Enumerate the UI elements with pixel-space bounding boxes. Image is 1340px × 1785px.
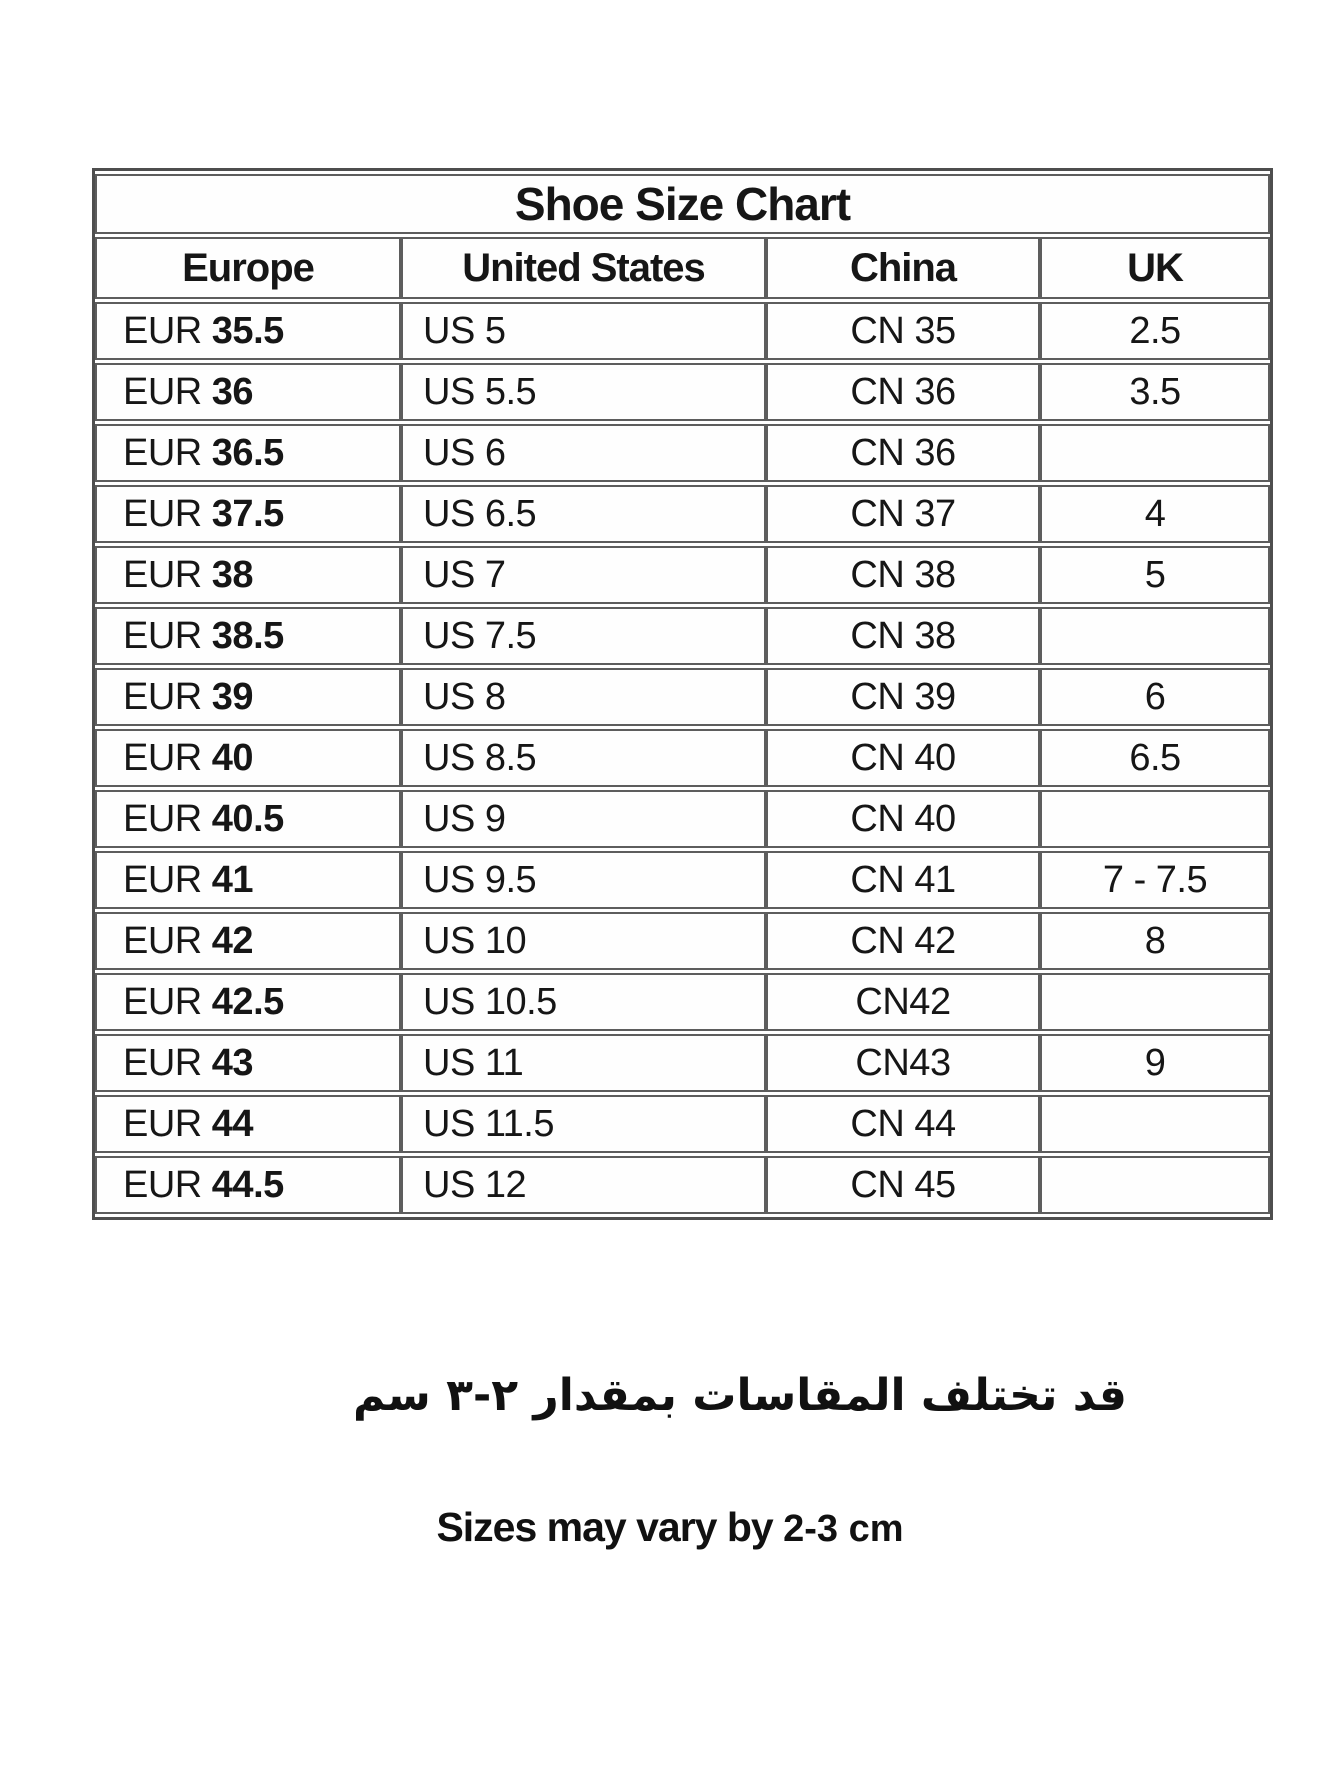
cell-uk — [1040, 1095, 1270, 1153]
cell-uk — [1040, 607, 1270, 665]
cell-united-states: US 7.5 — [401, 607, 766, 665]
shoe-size-table — [92, 168, 1273, 1220]
eur-prefix: EUR — [123, 309, 202, 352]
cell-united-states: US 8 — [401, 668, 766, 726]
table-header-row — [95, 237, 1270, 299]
eur-prefix: EUR — [123, 614, 202, 657]
eur-size: 40.5 — [211, 797, 284, 840]
table-title-row — [95, 174, 1270, 234]
cell-china: CN43 — [766, 1034, 1040, 1092]
cell-china: CN 42 — [766, 912, 1040, 970]
cell-uk — [1040, 790, 1270, 848]
column-header-united-states: United States — [401, 237, 766, 299]
table-row — [95, 1156, 1270, 1214]
eur-size: 37.5 — [211, 492, 284, 535]
cell-china: CN 37 — [766, 485, 1040, 543]
cell-uk — [1040, 424, 1270, 482]
eur-prefix: EUR — [123, 553, 202, 596]
eur-size: 39 — [211, 675, 254, 718]
cell-europe — [95, 790, 401, 848]
table-row — [95, 607, 1270, 665]
cell-uk: 9 — [1040, 1034, 1270, 1092]
cell-europe — [95, 912, 401, 970]
table-row — [95, 424, 1270, 482]
cell-uk: 6.5 — [1040, 729, 1270, 787]
cell-europe — [95, 1034, 401, 1092]
eur-size: 35.5 — [211, 309, 284, 352]
cell-china: CN 40 — [766, 729, 1040, 787]
eur-prefix: EUR — [123, 1102, 202, 1145]
cell-china: CN 39 — [766, 668, 1040, 726]
eur-size: 36 — [211, 370, 254, 413]
cell-europe — [95, 485, 401, 543]
cell-united-states: US 12 — [401, 1156, 766, 1214]
cell-europe — [95, 607, 401, 665]
eur-size: 38.5 — [211, 614, 284, 657]
table-row — [95, 668, 1270, 726]
cell-uk: 5 — [1040, 546, 1270, 604]
cell-china: CN 41 — [766, 851, 1040, 909]
column-header-china: China — [766, 237, 1040, 299]
cell-uk: 4 — [1040, 485, 1270, 543]
cell-uk: 3.5 — [1040, 363, 1270, 421]
cell-europe — [95, 1095, 401, 1153]
eur-size: 43 — [211, 1041, 254, 1084]
eur-prefix: EUR — [123, 980, 202, 1023]
cell-united-states: US 9.5 — [401, 851, 766, 909]
cell-united-states: US 9 — [401, 790, 766, 848]
table-row — [95, 790, 1270, 848]
cell-united-states: US 11 — [401, 1034, 766, 1092]
cell-uk: 7 - 7.5 — [1040, 851, 1270, 909]
table-row — [95, 546, 1270, 604]
cell-china: CN 36 — [766, 424, 1040, 482]
table-row — [95, 363, 1270, 421]
cell-united-states: US 10.5 — [401, 973, 766, 1031]
table-row — [95, 851, 1270, 909]
cell-uk — [1040, 973, 1270, 1031]
cell-china: CN42 — [766, 973, 1040, 1031]
cell-united-states: US 7 — [401, 546, 766, 604]
eur-prefix: EUR — [123, 1041, 202, 1084]
table-row — [95, 302, 1270, 360]
eur-size: 42 — [211, 919, 254, 962]
cell-united-states: US 11.5 — [401, 1095, 766, 1153]
note-english-value: 2-3 cm — [783, 1508, 904, 1550]
eur-size: 44.5 — [211, 1163, 284, 1206]
cell-europe — [95, 729, 401, 787]
table-row — [95, 485, 1270, 543]
cell-china: CN 35 — [766, 302, 1040, 360]
cell-europe — [95, 1156, 401, 1214]
eur-size: 38 — [211, 553, 254, 596]
table-row — [95, 912, 1270, 970]
shoe-size-table-grid — [95, 171, 1270, 1217]
eur-prefix: EUR — [123, 431, 202, 474]
cell-uk: 2.5 — [1040, 302, 1270, 360]
cell-europe — [95, 363, 401, 421]
eur-prefix: EUR — [123, 736, 202, 779]
eur-prefix: EUR — [123, 1163, 202, 1206]
cell-united-states: US 5 — [401, 302, 766, 360]
cell-europe — [95, 302, 401, 360]
eur-prefix: EUR — [123, 919, 202, 962]
eur-size: 42.5 — [211, 980, 284, 1023]
cell-uk — [1040, 1156, 1270, 1214]
cell-china: CN 36 — [766, 363, 1040, 421]
cell-china: CN 44 — [766, 1095, 1040, 1153]
table-row — [95, 1095, 1270, 1153]
cell-uk: 8 — [1040, 912, 1270, 970]
cell-china: CN 45 — [766, 1156, 1040, 1214]
eur-prefix: EUR — [123, 858, 202, 901]
cell-united-states: US 5.5 — [401, 363, 766, 421]
cell-china: CN 38 — [766, 546, 1040, 604]
cell-uk: 6 — [1040, 668, 1270, 726]
table-body — [95, 302, 1270, 1214]
note-arabic: قد تختلف المقاسات بمقدار ٢-٣ سم — [353, 1370, 1127, 1421]
eur-size: 40 — [211, 736, 254, 779]
eur-size: 44 — [211, 1102, 254, 1145]
eur-prefix: EUR — [123, 797, 202, 840]
table-row — [95, 973, 1270, 1031]
eur-size: 36.5 — [211, 431, 284, 474]
eur-prefix: EUR — [123, 370, 202, 413]
eur-prefix: EUR — [123, 675, 202, 718]
column-header-uk: UK — [1040, 237, 1270, 299]
cell-europe — [95, 973, 401, 1031]
table-row — [95, 729, 1270, 787]
column-header-europe: Europe — [95, 237, 401, 299]
cell-europe — [95, 546, 401, 604]
cell-united-states: US 6 — [401, 424, 766, 482]
cell-united-states: US 8.5 — [401, 729, 766, 787]
cell-europe — [95, 851, 401, 909]
cell-united-states: US 6.5 — [401, 485, 766, 543]
cell-europe — [95, 424, 401, 482]
cell-china: CN 40 — [766, 790, 1040, 848]
table-row — [95, 1034, 1270, 1092]
table-title: Shoe Size Chart — [95, 174, 1270, 234]
eur-size: 41 — [211, 858, 254, 901]
note-english — [0, 1504, 1340, 1551]
cell-united-states: US 10 — [401, 912, 766, 970]
eur-prefix: EUR — [123, 492, 202, 535]
note-english-text: Sizes may vary by — [436, 1504, 773, 1550]
cell-europe — [95, 668, 401, 726]
cell-china: CN 38 — [766, 607, 1040, 665]
